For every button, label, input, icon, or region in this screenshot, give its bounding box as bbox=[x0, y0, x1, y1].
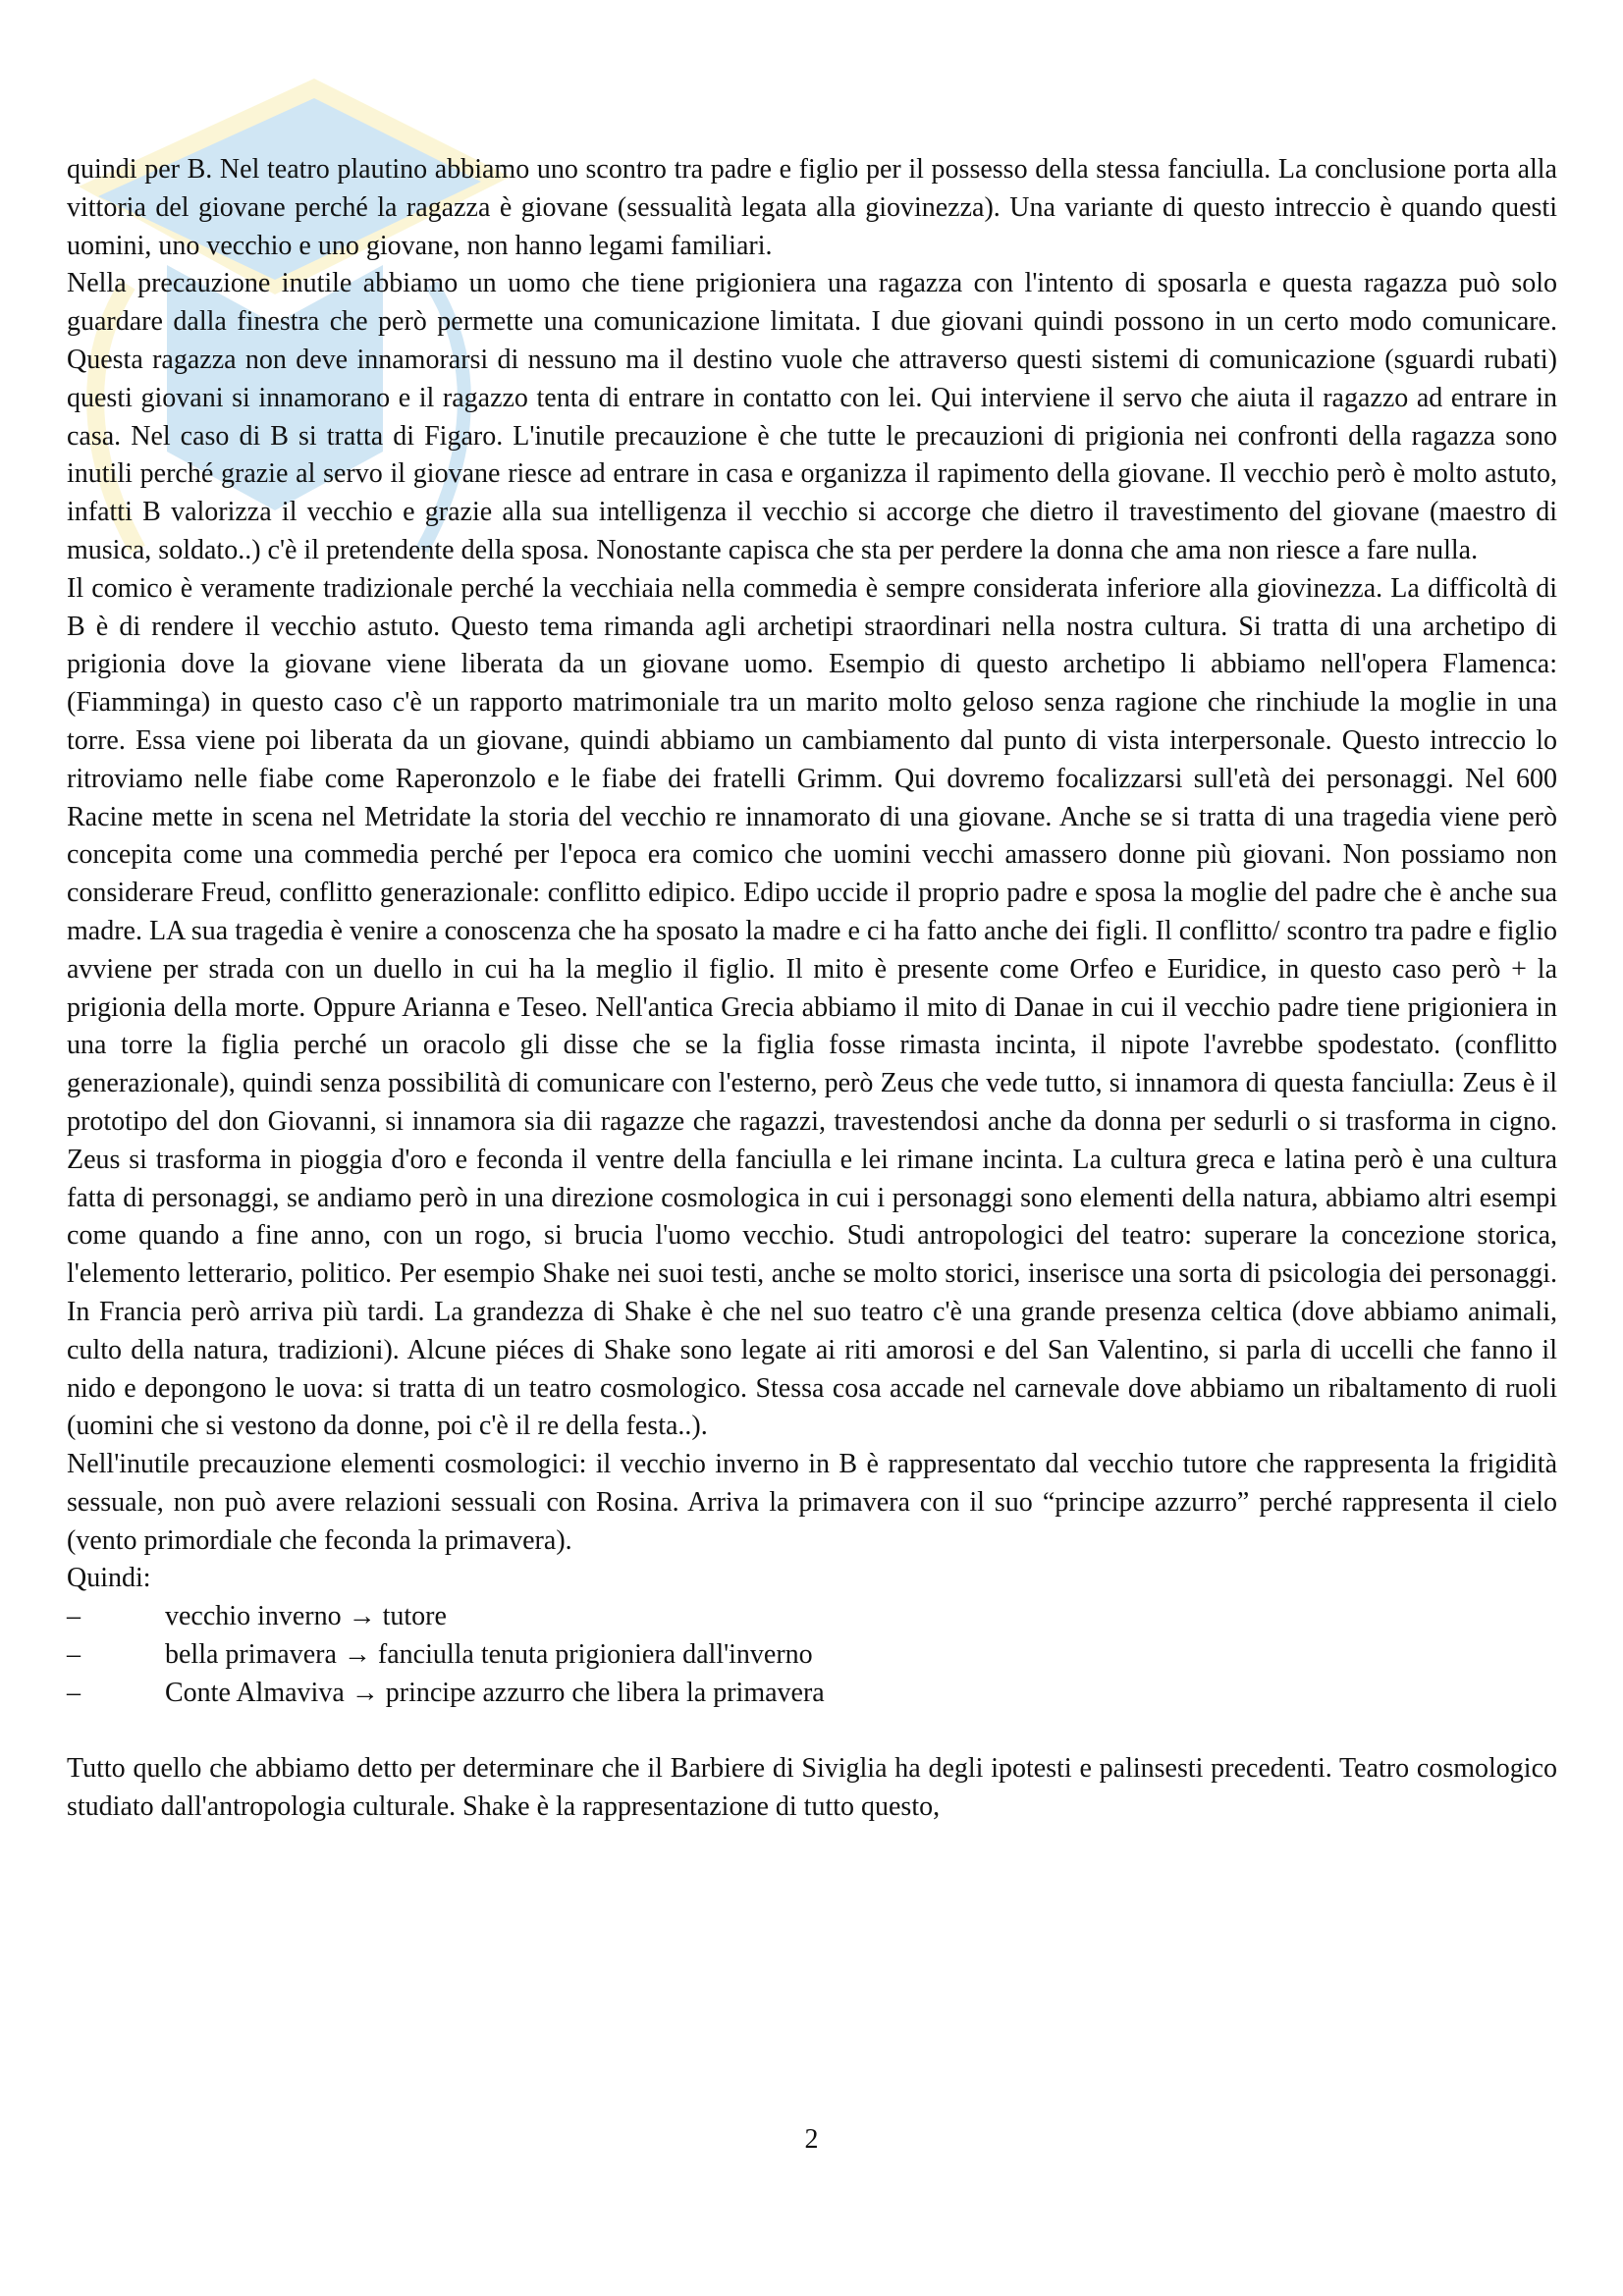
closing-paragraph: Tutto quello che abbiamo detto per determinare che il Barbiere di Siviglia ha degli ipotesti e palinsesti precedenti. Teatro cosmologico studiato dall'antropologia culturale. Shake è la rappresentazione di tutto questo, bbox=[67, 1753, 1557, 1823]
paragraph-4: Nell'inutile precauzione elementi cosmologici: il vecchio inverno in B è rappresentato dal vecchio tutore che rappresenta la frigidità sessuale, non può avere relazioni sessuali con Rosina. Arriva la primavera con il suo “principe azzurro” perché rappresenta il cielo (vento primordiale che feconda la primavera). bbox=[67, 1449, 1557, 1556]
blank-line bbox=[67, 1713, 1557, 1751]
list-item bbox=[67, 1598, 1557, 1636]
list-dash: – bbox=[67, 1677, 81, 1708]
list-item bbox=[67, 1675, 1557, 1713]
paragraph-quindi: Quindi: bbox=[67, 1563, 151, 1594]
correspondence-list bbox=[67, 1598, 1557, 1712]
paragraph-2: Nella precauzione inutile abbiamo un uomo che tiene prigioniera una ragazza con l'intento di sposarla e questa ragazza può solo guardare dalla finestra che però permette una comunicazione limitata. I due giovani quindi possono in un certo modo comunicare. Questa ragazza non deve innamorarsi di nessuno ma il destino vuole che attraverso questi sistemi di comunicazione (sguardi rubati) questi giovani si innamorano e il ragazzo tenta di entrare in contatto con lei. Qui interviene il servo che aiuta il ragazzo ad entrare in casa. Nel caso di B si tratta di Figaro. L'inutile precauzione è che tutte le precauzioni di prigionia nei confronti della ragazza sono inutili perché grazie al servo il giovane riesce ad entrare in casa e organizza il rapimento della giovane. Il vecchio però è molto astuto, infatti B valorizza il vecchio e grazie alla sua intelligenza il vecchio si accorge che dietro il travestimento del giovane (maestro di musica, soldato..) c'è il pretendente della sposa. Nonostante capisca che sta per perdere la donna che ama non riesce a fare nulla. bbox=[67, 268, 1557, 565]
list-item-text: vecchio inverno → tutore bbox=[165, 1601, 447, 1632]
list-item-text: bella primavera → fanciulla tenuta prigioniera dall'inverno bbox=[165, 1639, 813, 1671]
list-item-text: Conte Almaviva → principe azzurro che libera la primavera bbox=[165, 1677, 825, 1708]
page-number: 2 bbox=[804, 2124, 819, 2155]
list-item bbox=[67, 1636, 1557, 1675]
list-dash: – bbox=[67, 1601, 81, 1632]
document-body bbox=[67, 151, 1557, 1827]
paragraph-1: quindi per B. Nel teatro plautino abbiamo uno scontro tra padre e figlio per il possesso della stessa fanciulla. La conclusione porta alla vittoria del giovane perché la ragazza è giovane (sessualità legata alla giovinezza). Una variante di questo intreccio è quando questi uomini, uno vecchio e uno giovane, non hanno legami familiari. bbox=[67, 154, 1557, 261]
list-dash: – bbox=[67, 1639, 81, 1671]
paragraph-3: Il comico è veramente tradizionale perché la vecchiaia nella commedia è sempre considerata inferiore alla giovinezza. La difficoltà di B è di rendere il vecchio astuto. Questo tema rimanda agli archetipi straordinari nella nostra cultura. Si tratta di una archetipo di prigionia dove la giovane viene liberata da un giovane uomo. Esempio di questo archetipo li abbiamo nell'opera Flamenca: (Fiamminga) in questo caso c'è un rapporto matrimoniale tra un marito molto geloso senza ragione che rinchiude la moglie in una torre. Essa viene poi liberata da un giovane, quindi abbiamo un cambiamento dal punto di vista interpersonale. Questo intreccio lo ritroviamo nelle fiabe come Raperonzolo e le fiabe dei fratelli Grimm. Qui dovremo focalizzarsi sull'età dei personaggi. Nel 600 Racine mette in scena nel Metridate la storia del vecchio re innamorato di una giovane. Anche se si tratta di una tragedia viene però concepita come una commedia perché per l'epoca era comico che uomini vecchi amassero donne più giovani. Non possiamo non considerare Freud, conflitto generazionale: conflitto edipico. Edipo uccide il proprio padre e sposa la moglie del padre che è anche sua madre. LA sua tragedia è venire a conoscenza che ha sposato la madre e ci ha fatto anche dei figli. Il conflitto/ scontro tra padre e figlio avviene per strada con un duello in cui ha la meglio il figlio. Il mito è presente come Orfeo e Euridice, in questo caso però + la prigionia della morte. Oppure Arianna e Teseo. Nell'antica Grecia abbiamo il mito di Danae in cui il vecchio padre tiene prigioniera in una torre la figlia perché un oracolo gli disse che se la figlia fosse rimasta incinta, il nipote l'avrebbe spodestato. (conflitto generazionale), quindi senza possibilità di comunicare con l'esterno, però Zeus che vede tutto, si innamora di questa fanciulla: Zeus è il prototipo del don Giovanni, si innamora sia dii ragazze che ragazzi, travestendosi anche da donna per sedurli o si trasforma in cigno. Zeus si trasforma in pioggia d'oro e feconda il ventre della fanciulla e lei rimane incinta. La cultura greca e latina però è una cultura fatta di personaggi, se andiamo però in una direzione cosmologica in cui i personaggi sono elementi della natura, abbiamo altri esempi come quando a fine anno, con un rogo, si brucia l'uomo vecchio. Studi antropologici del teatro: superare la concezione storica, l'elemento letterario, politico. Per esempio Shake nei suoi testi, anche se molto storici, inserisce una sorta di psicologia dei personaggi. In Francia però arriva più tardi. La grandezza di Shake è che nel suo teatro c'è una grande presenza celtica (dove abbiamo animali, culto della natura, tradizioni). Alcune piéces di Shake sono legate ai riti amorosi e del San Valentino, si parla di uccelli che fanno il nido e depongono le uova: si tratta di un teatro cosmologico. Stessa cosa accade nel carnevale dove abbiamo un ribaltamento di ruoli (uomini che si vestono da donne, poi c'è il re della festa..). bbox=[67, 572, 1557, 1442]
